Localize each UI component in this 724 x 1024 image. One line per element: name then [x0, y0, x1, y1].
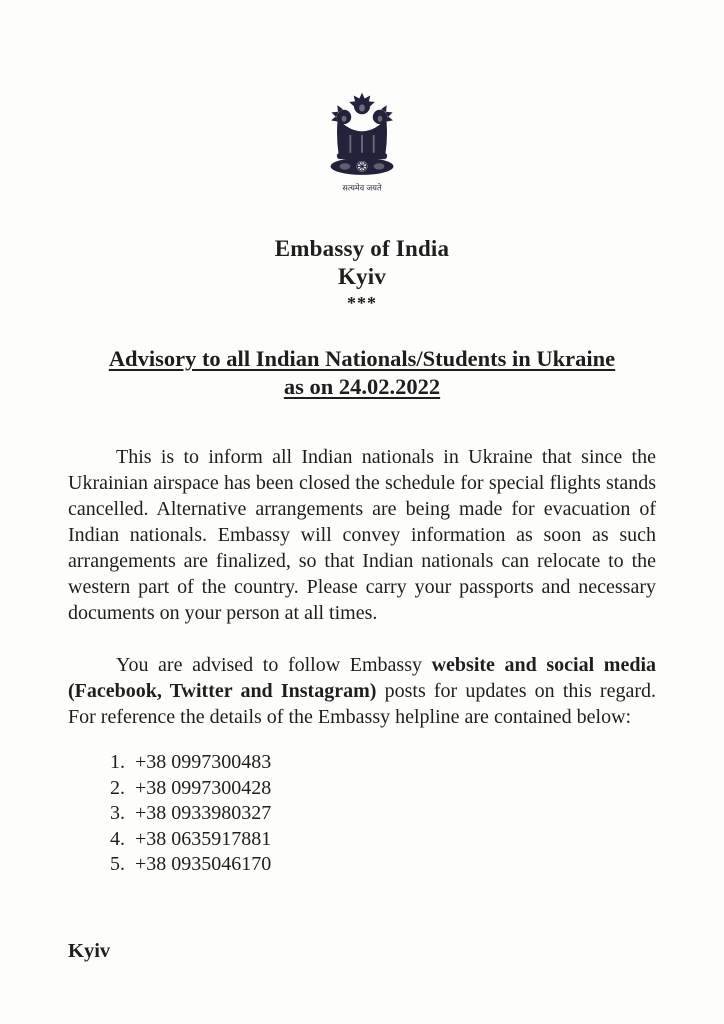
helpline-number-label: 1.: [110, 751, 125, 773]
signoff-city: Kyiv: [68, 939, 111, 962]
paragraph-flight-cancellation: This is to inform all Indian nationals in Ukraine that since the Ukrainian airspace has been closed the schedule for special flights stands cancelled. Alternative arrangements are being made for evacuation of Indian nationals. Embassy will convey information as soon as such arrangements are finalized, so that Indian nationals can relocate to the western part of the country. Please carry your passports and necessary documents on your person at all times.: [68, 446, 656, 624]
helpline-phone: +38 0935046170: [135, 853, 272, 875]
advisory-heading-line1: Advisory to all Indian Nationals/Students in Ukraine: [108, 346, 616, 371]
letterhead: [68, 235, 656, 291]
helpline-item: [110, 750, 656, 776]
paragraph2-bold-channels: website and social media (Facebook, Twitter and Instagram): [68, 654, 656, 702]
helpline-item: [110, 801, 656, 827]
org-name: Embassy of India: [274, 236, 450, 261]
helpline-phone: +38 0635917881: [135, 827, 272, 850]
lion-capital-emblem-icon: [317, 90, 407, 196]
emblem-container: [68, 0, 656, 201]
helpline-phone: +38 0933980327: [135, 802, 272, 824]
helpline-number-label: 4.: [110, 827, 125, 850]
helpline-phone: +38 0997300483: [135, 751, 272, 773]
helpline-item: [110, 827, 656, 853]
helpline-number-label: 2.: [110, 776, 125, 799]
helpline-item: [110, 852, 656, 878]
advisory-heading: [68, 345, 656, 400]
helpline-number-label: 3.: [110, 802, 125, 824]
helpline-phone: +38 0997300428: [135, 776, 272, 799]
emblem-motto: सत्यमेव जयते: [342, 183, 382, 193]
helpline-list: [68, 750, 656, 878]
separator-stars: ***: [347, 293, 377, 313]
paragraph2-suffix: posts for updates on this regard. For reference the details of the Embassy helpline are contained below:: [68, 680, 656, 728]
paragraph-social-media: [68, 652, 656, 730]
paragraph2-prefix: You are advised to follow Embassy: [116, 654, 432, 676]
helpline-number-label: 5.: [110, 853, 125, 875]
org-city: Kyiv: [337, 264, 387, 289]
helpline-item: [110, 776, 656, 802]
advisory-heading-line2: as on 24.02.2022: [283, 373, 441, 399]
